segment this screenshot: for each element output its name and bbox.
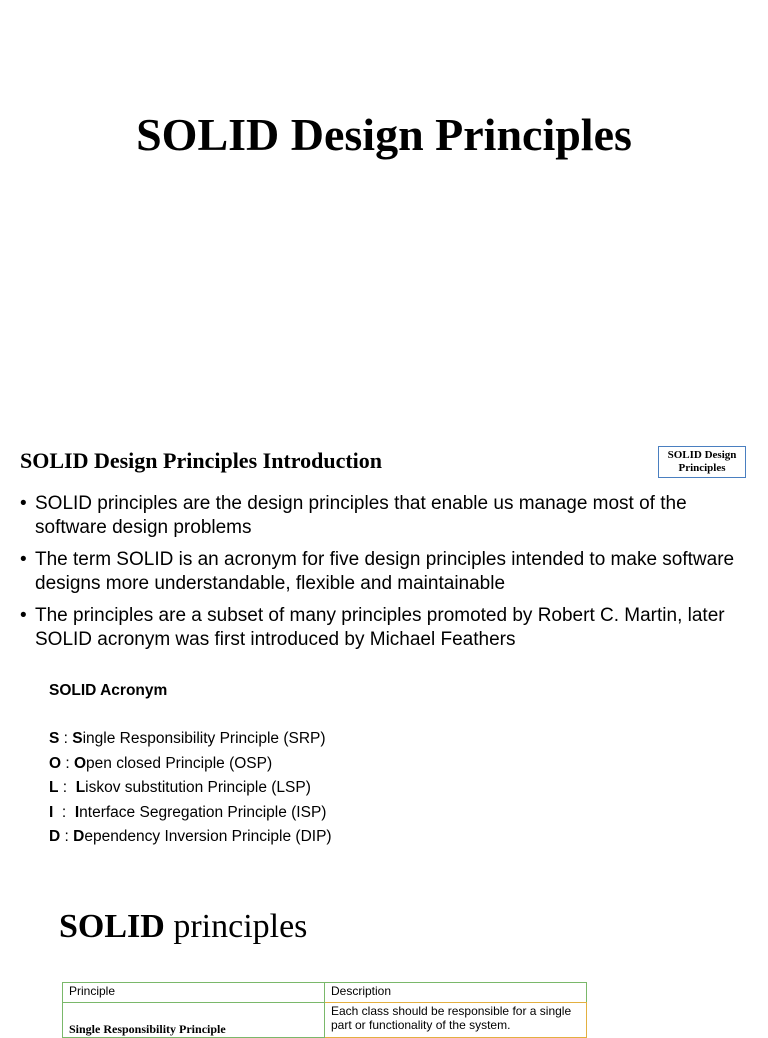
acronym-separator: : xyxy=(53,803,75,821)
slide-badge xyxy=(658,446,746,478)
principles-title-rest: principles xyxy=(164,908,308,945)
acronym-item xyxy=(49,776,332,801)
table-cell-principle: Single Responsibility Principle xyxy=(63,1003,325,1038)
acronym-text: ingle Responsibility Principle (SRP) xyxy=(82,730,326,747)
bullet-text: The term SOLID is an acronym for five design principles intended to make software designs more understandable, flexible and maintainable xyxy=(35,549,735,594)
bullet-item xyxy=(20,604,750,652)
principles-table xyxy=(62,982,587,1038)
acronym-heading: SOLID Acronym xyxy=(49,682,168,699)
acronym-initial: L xyxy=(75,779,86,797)
acronym-initial: D xyxy=(73,828,85,846)
acronym-item xyxy=(49,825,332,850)
acronym-separator: : xyxy=(59,730,73,747)
acronym-letter: O xyxy=(49,754,62,772)
table-row xyxy=(63,1003,587,1038)
acronym-letter: I xyxy=(49,803,54,821)
table-cell-description: Each class should be responsible for a single part or functionality of the system. xyxy=(325,1003,587,1038)
acronym-text: ependency Inversion Principle (DIP) xyxy=(84,828,332,846)
acronym-text: nterface Segregation Principle (ISP) xyxy=(79,803,327,821)
bullet-text: SOLID principles are the design principles that enable us manage most of the software design problems xyxy=(35,493,687,538)
acronym-text: pen closed Principle (OSP) xyxy=(86,754,273,772)
badge-line-2: Principles xyxy=(678,462,726,474)
bullet-text: The principles are a subset of many principles promoted by Robert C. Martin, later SOLID acronym was first introduced by Michael Feathers xyxy=(35,605,725,650)
acronym-initial: I xyxy=(74,803,80,821)
slide-title: SOLID Design Principles xyxy=(136,109,632,160)
principles-title xyxy=(59,908,307,946)
acronym-separator: : xyxy=(58,779,76,797)
bullet-item xyxy=(20,548,750,596)
acronym-letter: L xyxy=(49,779,59,797)
intro-heading: SOLID Design Principles Introduction xyxy=(20,448,383,473)
bullet-item xyxy=(20,492,750,540)
acronym-text: iskov substitution Principle (LSP) xyxy=(85,779,311,797)
acronym-item xyxy=(49,801,332,826)
badge-line-1: SOLID Design xyxy=(667,449,737,461)
acronym-separator: : xyxy=(61,754,74,772)
bullet-icon: • xyxy=(20,605,27,626)
bullet-icon: • xyxy=(20,493,27,514)
principles-title-bold: SOLID xyxy=(59,908,165,945)
acronym-item xyxy=(49,752,332,777)
bullet-icon: • xyxy=(20,549,27,570)
table-header-principle: Principle xyxy=(63,983,325,1003)
acronym-letter: D xyxy=(49,828,61,846)
acronym-initial: O xyxy=(73,754,87,772)
table-header-description: Description xyxy=(325,983,587,1003)
acronym-list xyxy=(49,727,332,850)
acronym-separator: : xyxy=(60,828,74,846)
acronym-initial: S xyxy=(72,730,83,747)
acronym-item xyxy=(49,727,332,752)
intro-bullet-list xyxy=(20,492,750,660)
acronym-letter: S xyxy=(49,730,60,747)
table-header-row xyxy=(63,983,587,1003)
